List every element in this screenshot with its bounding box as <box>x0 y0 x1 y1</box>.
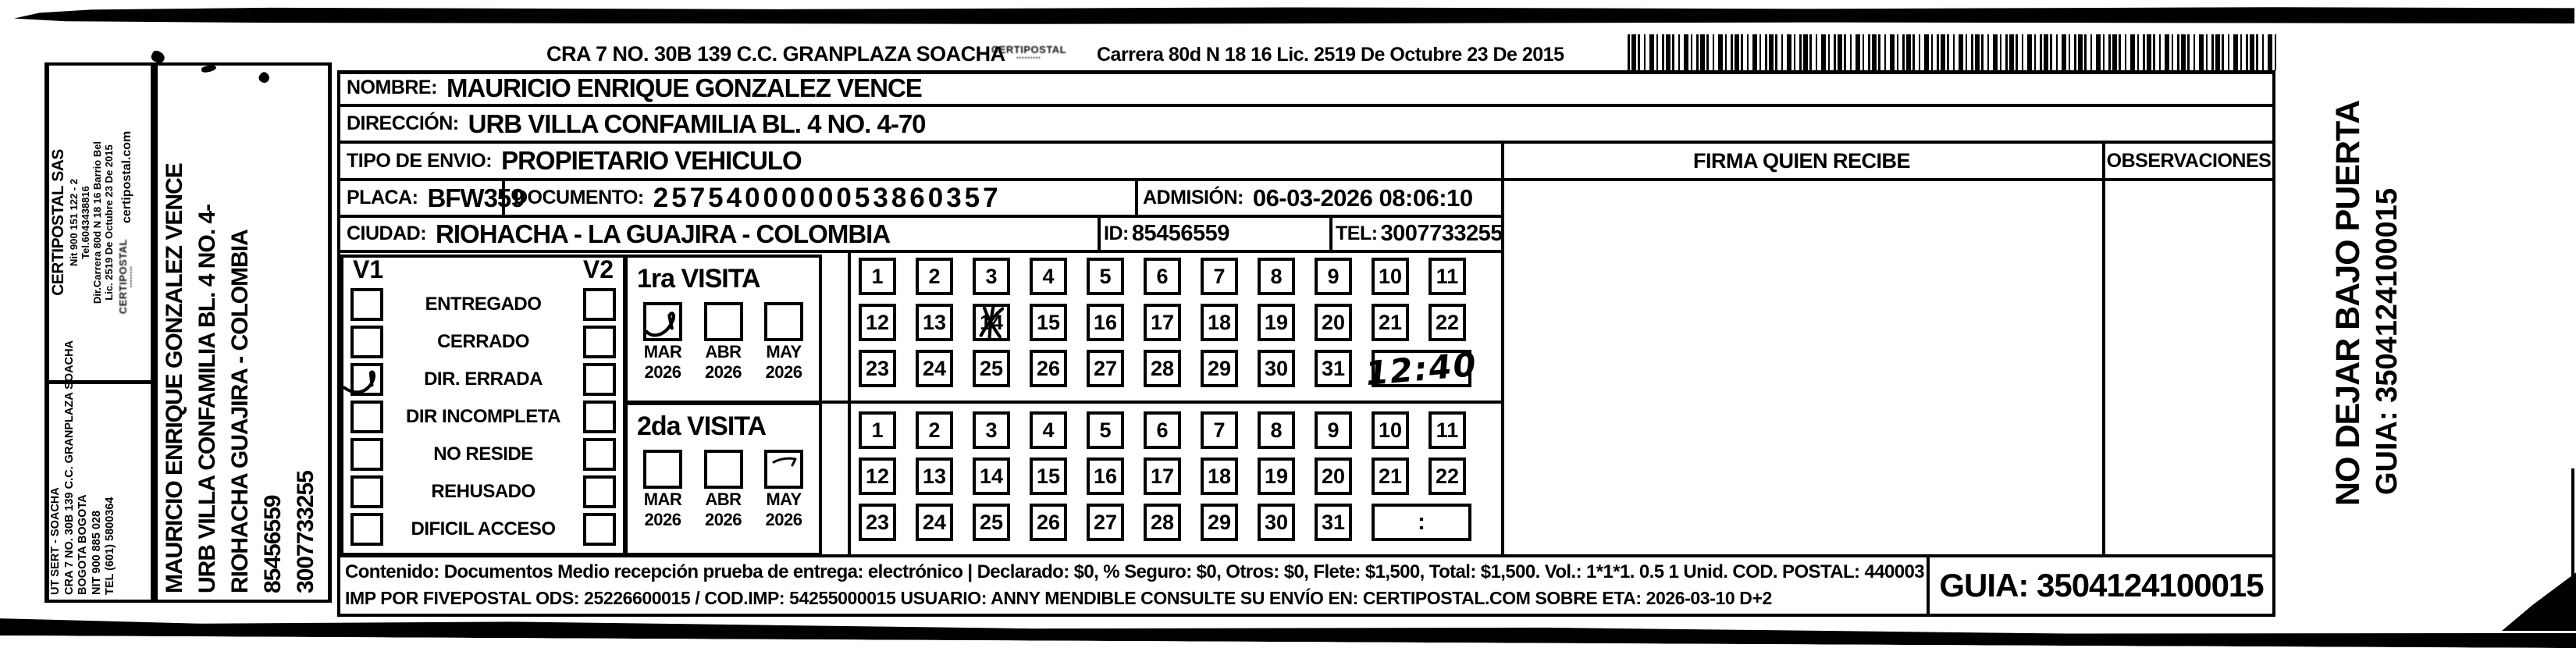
month-checkbox-2da-visita-may[interactable] <box>764 450 803 489</box>
destination-address: URB VILLA CONFAMILIA BL. 4 NO. 4- <box>194 204 220 593</box>
day-number: 24 <box>922 510 947 534</box>
v2-checkbox-dir-incompleta[interactable] <box>583 401 616 433</box>
day-number: 17 <box>1150 464 1175 488</box>
month-label: MAY <box>766 490 802 509</box>
day-number: 8 <box>1270 264 1283 288</box>
day-cell-21[interactable] <box>1372 304 1409 341</box>
footer-imp-line: IMP POR FIVEPOSTAL ODS: 25226600015 / COD.IMP: 54255000015 USUARIO: ANNY MENDIBLE CONSULTE SU ENVÍO EN: CERTIPOSTAL.COM SOBRE ETA: 2026-03-10 D+2 <box>345 588 1772 608</box>
status-panel <box>340 255 626 556</box>
day-number: 15 <box>1036 310 1061 334</box>
month-year: 2026 <box>644 362 681 382</box>
visit-panel-1 <box>624 255 822 404</box>
field-documento <box>514 181 1002 215</box>
day-number: 2 <box>928 418 941 442</box>
field-direccion <box>347 107 926 141</box>
day-cell-3[interactable] <box>973 258 1010 295</box>
month-option <box>698 450 749 529</box>
month-label: MAY <box>766 342 802 361</box>
month-year: 2026 <box>765 362 802 382</box>
field-tel <box>1336 218 1503 250</box>
day-cell-9[interactable] <box>1315 258 1352 295</box>
day-cell-7[interactable] <box>1201 258 1238 295</box>
day-number: 6 <box>1156 418 1169 442</box>
v1-column-header: V1 <box>353 255 384 283</box>
month-option <box>637 302 688 382</box>
status-label: ENTREGADO <box>425 294 542 315</box>
day-number: 3 <box>985 264 998 288</box>
office-line: NIT 900 885 028 <box>90 510 103 595</box>
day-number: 12 <box>865 464 890 488</box>
field-placa-value: BFW359 <box>427 183 525 212</box>
field-admision-value: 06-03-2026 08:06:10 <box>1252 183 1473 212</box>
day-cell-14[interactable] <box>973 458 1010 495</box>
scan-artifact-top-bar <box>14 6 2574 25</box>
visit-1-calendar <box>859 258 1479 396</box>
certipostal-header-logo-icon: CERTIPOSTAL ▪▪▪▪▪▪▪▪▪ <box>991 44 1067 61</box>
day-number: 26 <box>1036 510 1061 534</box>
certipostal-logo-icon: CERTIPOSTAL ▪▪▪▪▪▪▪▪ <box>117 239 134 315</box>
company-name: CERTIPOSTAL SAS <box>49 149 67 296</box>
day-number: 16 <box>1093 464 1118 488</box>
day-number: 19 <box>1264 310 1289 334</box>
day-cell-24[interactable] <box>916 350 953 387</box>
day-number: 22 <box>1435 310 1460 334</box>
v2-checkbox-no-reside[interactable] <box>583 438 616 471</box>
status-label: REHUSADO <box>431 481 535 502</box>
day-cell-23[interactable] <box>859 350 896 387</box>
day-cell-8[interactable] <box>1258 258 1295 295</box>
table-line <box>1098 215 1101 250</box>
day-number: 14 <box>979 310 1004 334</box>
day-cell-11[interactable] <box>1429 411 1466 449</box>
field-documento-value: 2575400000053860357 <box>653 182 1002 213</box>
left-margin-divider <box>44 380 154 384</box>
company-info-block <box>49 67 152 378</box>
field-nombre-value: MAURICIO ENRIQUE GONZALEZ VENCE <box>446 73 922 102</box>
day-number: 25 <box>979 510 1004 534</box>
day-number: 21 <box>1378 464 1403 488</box>
day-cell-3[interactable] <box>973 411 1010 449</box>
status-label: DIR INCOMPLETA <box>406 406 560 427</box>
field-tipo-envio-value: PROPIETARIO VEHICULO <box>501 146 802 175</box>
v2-checkbox-cerrado[interactable] <box>583 326 616 358</box>
visit-2-calendar <box>859 411 1471 550</box>
day-number: 13 <box>922 464 947 488</box>
day-number: 15 <box>1036 464 1061 488</box>
status-rows <box>343 287 623 547</box>
day-cell-9[interactable] <box>1315 411 1352 449</box>
day-cell-19[interactable] <box>1258 304 1295 341</box>
field-tipo-envio-label: TIPO DE ENVIO: <box>347 149 493 172</box>
day-number: 30 <box>1264 356 1289 380</box>
visit-1-title: 1ra VISITA <box>637 264 760 294</box>
month-label: MAR <box>643 490 682 509</box>
v1-checkbox-rehusado[interactable] <box>350 475 383 508</box>
day-cell-8[interactable] <box>1258 411 1295 449</box>
field-admision <box>1143 181 1473 215</box>
day-cell-13[interactable] <box>916 458 953 495</box>
day-cell-29[interactable] <box>1201 504 1238 541</box>
field-id-label: ID: <box>1104 223 1129 244</box>
office-info-block <box>49 340 151 598</box>
day-cell-10[interactable] <box>1372 258 1409 295</box>
time-box[interactable] <box>1364 344 1479 393</box>
destination-info-block <box>158 67 329 598</box>
company-tel: Tel.6043438816 <box>80 186 91 259</box>
day-number: 5 <box>1099 264 1112 288</box>
right-margin-block <box>2329 100 2425 506</box>
day-cell-30[interactable] <box>1258 504 1295 541</box>
day-number: 26 <box>1036 356 1061 380</box>
field-nombre-label: NOMBRE: <box>347 77 437 98</box>
day-cell-22[interactable] <box>1429 458 1466 495</box>
field-nombre <box>347 72 922 104</box>
day-cell-23[interactable] <box>859 504 896 541</box>
day-cell-5[interactable] <box>1087 258 1124 295</box>
handwritten-time: 12:40 <box>1364 344 1479 393</box>
field-tipo-envio <box>347 144 802 178</box>
day-number: 29 <box>1207 510 1232 534</box>
visit-2-title: 2da VISITA <box>637 411 767 441</box>
day-cell-14[interactable] <box>973 304 1010 341</box>
month-year: 2026 <box>705 510 742 529</box>
day-number: 29 <box>1207 356 1232 380</box>
day-number: 10 <box>1378 418 1403 442</box>
field-tel-value: 3007733255 <box>1380 221 1503 246</box>
day-scribble-mark <box>976 307 1007 338</box>
day-number: 7 <box>1213 418 1226 442</box>
day-number: 21 <box>1378 310 1403 334</box>
day-cell-4[interactable] <box>1030 258 1067 295</box>
day-cell-27[interactable] <box>1087 504 1124 541</box>
day-cell-27[interactable] <box>1087 350 1124 387</box>
day-cell-26[interactable] <box>1030 350 1067 387</box>
destination-phone: 3007733255 <box>293 471 318 593</box>
day-cell-10[interactable] <box>1372 411 1409 449</box>
status-row <box>343 475 623 509</box>
day-cell-19[interactable] <box>1258 458 1295 495</box>
v2-checkbox-entregado[interactable] <box>583 288 616 321</box>
day-number: 25 <box>979 356 1004 380</box>
day-number: 4 <box>1042 418 1055 442</box>
day-number: 12 <box>865 310 890 334</box>
day-cell-18[interactable] <box>1201 304 1238 341</box>
day-cell-24[interactable] <box>916 504 953 541</box>
day-cell-25[interactable] <box>973 504 1010 541</box>
month-option <box>698 302 749 382</box>
field-id <box>1104 218 1229 250</box>
v2-checkbox-dir-errada[interactable] <box>583 363 616 396</box>
day-cell-15[interactable] <box>1030 304 1067 341</box>
day-number: 9 <box>1327 264 1340 288</box>
day-number: 22 <box>1435 464 1460 488</box>
guia-number-box: GUIA: 3504124100015 <box>1939 567 2264 603</box>
day-cell-15[interactable] <box>1030 458 1067 495</box>
month-checkbox-1ra-visita-abr[interactable] <box>704 302 743 341</box>
day-cell-7[interactable] <box>1201 411 1238 449</box>
day-cell-28[interactable] <box>1144 504 1181 541</box>
day-cell-2[interactable] <box>916 258 953 295</box>
day-number: 27 <box>1093 510 1118 534</box>
day-number: 24 <box>922 356 947 380</box>
day-cell-16[interactable] <box>1087 304 1124 341</box>
month-year: 2026 <box>705 362 742 382</box>
status-row <box>343 287 623 322</box>
destination-id: 85456559 <box>260 495 286 593</box>
day-number: 1 <box>871 418 884 442</box>
office-line: TEL (601) 5800364 <box>104 497 116 595</box>
office-line: BOGOTA BOGOTA <box>76 494 89 595</box>
status-row <box>343 400 623 434</box>
month-checkbox-1ra-visita-may[interactable] <box>764 302 803 341</box>
month-label: ABR <box>705 342 742 361</box>
day-cell-20[interactable] <box>1315 304 1352 341</box>
day-number: 13 <box>922 310 947 334</box>
destination-city: RIOHACHA GUAJIRA - COLOMBIA <box>227 230 253 593</box>
day-cell-28[interactable] <box>1144 350 1181 387</box>
column-header-observaciones: OBSERVACIONES <box>2106 149 2272 172</box>
day-number: 30 <box>1264 510 1289 534</box>
day-cell-1[interactable] <box>859 411 896 449</box>
status-row <box>343 362 623 397</box>
visit-panel-2 <box>624 402 822 556</box>
month-option <box>758 450 809 529</box>
v1-checkbox-entregado[interactable] <box>350 288 383 321</box>
day-number: 23 <box>865 356 890 380</box>
observaciones-area[interactable] <box>2105 181 2272 551</box>
day-number: 14 <box>979 464 1004 488</box>
day-cell-2[interactable] <box>916 411 953 449</box>
table-line <box>1329 215 1332 250</box>
scan-artifact-corner-curl <box>2502 568 2576 631</box>
guia-number-vertical: GUIA: 3504124100015 <box>2371 188 2403 495</box>
scan-artifact-edge-line <box>2571 468 2574 605</box>
status-label: DIFICIL ACCESO <box>411 518 556 539</box>
office-line: UT SERT - SOACHA <box>49 487 62 595</box>
day-cell-5[interactable] <box>1087 411 1124 449</box>
company-website: certipostal.com <box>120 130 133 223</box>
header-address-right: Carrera 80d N 18 16 Lic. 2519 De Octubre 23 De 2015 <box>1097 44 1564 66</box>
day-cell-11[interactable] <box>1429 258 1466 295</box>
field-placa <box>347 181 525 215</box>
time-colon: : <box>1418 509 1425 535</box>
month-option <box>758 302 809 382</box>
footer-content-line: Contenido: Documentos Medio recepción prueba de entrega: electrónico | Declarado: $0, % Seguro: $0, Otros: $0, Flete: $1,500, Total: $1,500. Vol.: 1*1*1. 0.5 1 Unid. COD. POSTAL: 440003 <box>345 561 1924 582</box>
day-number: 28 <box>1150 356 1175 380</box>
day-cell-12[interactable] <box>859 304 896 341</box>
month-year: 2026 <box>644 510 681 529</box>
field-tel-label: TEL: <box>1336 223 1378 244</box>
day-number: 4 <box>1042 264 1055 288</box>
field-direccion-label: DIRECCIÓN: <box>347 112 459 134</box>
day-cell-18[interactable] <box>1201 458 1238 495</box>
status-row <box>343 437 623 472</box>
day-cell-29[interactable] <box>1201 350 1238 387</box>
day-cell-30[interactable] <box>1258 350 1295 387</box>
firma-area[interactable] <box>1504 181 2099 551</box>
day-cell-20[interactable] <box>1315 458 1352 495</box>
field-id-value: 85456559 <box>1131 221 1229 246</box>
day-number: 5 <box>1099 418 1112 442</box>
day-number: 31 <box>1321 356 1346 380</box>
company-dir: Dir.Carrera 80d N 18 16 Barrio Bel <box>91 141 103 304</box>
month-label: MAR <box>643 342 682 361</box>
day-number: 18 <box>1207 464 1232 488</box>
day-number: 19 <box>1264 464 1289 488</box>
tracking-barcode <box>1628 34 2279 70</box>
table-line <box>822 401 1503 404</box>
status-row <box>343 512 623 547</box>
day-number: 11 <box>1436 418 1459 442</box>
time-box[interactable] <box>1372 504 1471 541</box>
month-checkbox-2da-visita-mar[interactable] <box>643 450 682 489</box>
day-number: 23 <box>865 510 890 534</box>
day-number: 11 <box>1436 264 1459 288</box>
v1-checkbox-dir-incompleta[interactable] <box>350 401 383 433</box>
scan-artifact-bottom-bar <box>0 618 2576 648</box>
day-cell-6[interactable] <box>1144 258 1181 295</box>
day-cell-17[interactable] <box>1144 458 1181 495</box>
table-line <box>1135 178 1138 215</box>
day-cell-17[interactable] <box>1144 304 1181 341</box>
day-number: 28 <box>1150 510 1175 534</box>
status-label: DIR. ERRADA <box>424 369 543 390</box>
column-header-firma: FIRMA QUIEN RECIBE <box>1692 148 1910 173</box>
day-cell-31[interactable] <box>1315 350 1352 387</box>
day-number: 18 <box>1207 310 1232 334</box>
day-number: 2 <box>928 264 941 288</box>
no-dejar-bajo-puerta-text: NO DEJAR BAJO PUERTA <box>2329 100 2367 506</box>
v2-checkbox-rehusado[interactable] <box>583 475 616 508</box>
day-number: 1 <box>871 264 884 288</box>
day-cell-6[interactable] <box>1144 411 1181 449</box>
v2-checkbox-dificil-acceso[interactable] <box>583 513 616 546</box>
v2-column-header: V2 <box>582 255 614 283</box>
field-placa-label: PLACA: <box>347 187 418 208</box>
day-cell-25[interactable] <box>973 350 1010 387</box>
day-number: 7 <box>1213 264 1226 288</box>
office-line: CRA 7 NO. 30B 139 C.C. GRANPLAZA SOACHA <box>62 340 76 595</box>
table-line <box>337 250 1503 253</box>
month-year: 2026 <box>765 510 802 529</box>
v1-checkbox-dificil-acceso[interactable] <box>350 513 383 546</box>
field-admision-label: ADMISIÓN: <box>1143 187 1244 208</box>
day-cell-26[interactable] <box>1030 504 1067 541</box>
field-ciudad-label: CIUDAD: <box>347 223 427 244</box>
day-number: 17 <box>1150 310 1175 334</box>
day-cell-21[interactable] <box>1372 458 1409 495</box>
day-number: 27 <box>1093 356 1118 380</box>
day-number: 9 <box>1327 418 1340 442</box>
v1-checkbox-no-reside[interactable] <box>350 438 383 471</box>
v1-checkbox-dir-errada[interactable] <box>350 363 383 396</box>
day-cell-13[interactable] <box>916 304 953 341</box>
status-label: NO RESIDE <box>433 443 533 465</box>
day-cell-12[interactable] <box>859 458 896 495</box>
status-row <box>343 325 623 359</box>
field-ciudad-value: RIOHACHA - LA GUAJIRA - COLOMBIA <box>436 219 891 248</box>
field-documento-label: DOCUMENTO: <box>514 187 644 208</box>
header-address-left: CRA 7 NO. 30B 139 C.C. GRANPLAZA SOACHA <box>546 42 1005 66</box>
company-lic: Lic. 2519 De Octubre 23 De 2015 <box>103 144 115 301</box>
month-label: ABR <box>705 490 742 509</box>
day-number: 10 <box>1378 264 1403 288</box>
day-number: 20 <box>1321 310 1346 334</box>
v1-checkbox-cerrado[interactable] <box>350 326 383 358</box>
day-cell-4[interactable] <box>1030 411 1067 449</box>
day-number: 31 <box>1321 510 1346 534</box>
month-checkbox-2da-visita-abr[interactable] <box>704 450 743 489</box>
field-direccion-value: URB VILLA CONFAMILIA BL. 4 NO. 4-70 <box>468 109 926 138</box>
day-cell-16[interactable] <box>1087 458 1124 495</box>
day-number: 6 <box>1156 264 1169 288</box>
month-checkbox-1ra-visita-mar[interactable] <box>643 302 682 341</box>
status-label: CERRADO <box>437 331 529 352</box>
field-ciudad <box>347 218 890 250</box>
destination-name: MAURICIO ENRIQUE GONZALEZ VENCE <box>162 163 187 593</box>
day-number: 20 <box>1321 464 1346 488</box>
day-number: 3 <box>985 418 998 442</box>
day-number: 16 <box>1093 310 1118 334</box>
day-cell-1[interactable] <box>859 258 896 295</box>
day-number: 8 <box>1270 418 1283 442</box>
company-nit: Nit 900 151 122 - 2 <box>68 178 80 267</box>
day-cell-31[interactable] <box>1315 504 1352 541</box>
day-cell-22[interactable] <box>1429 304 1466 341</box>
month-option <box>637 450 688 529</box>
